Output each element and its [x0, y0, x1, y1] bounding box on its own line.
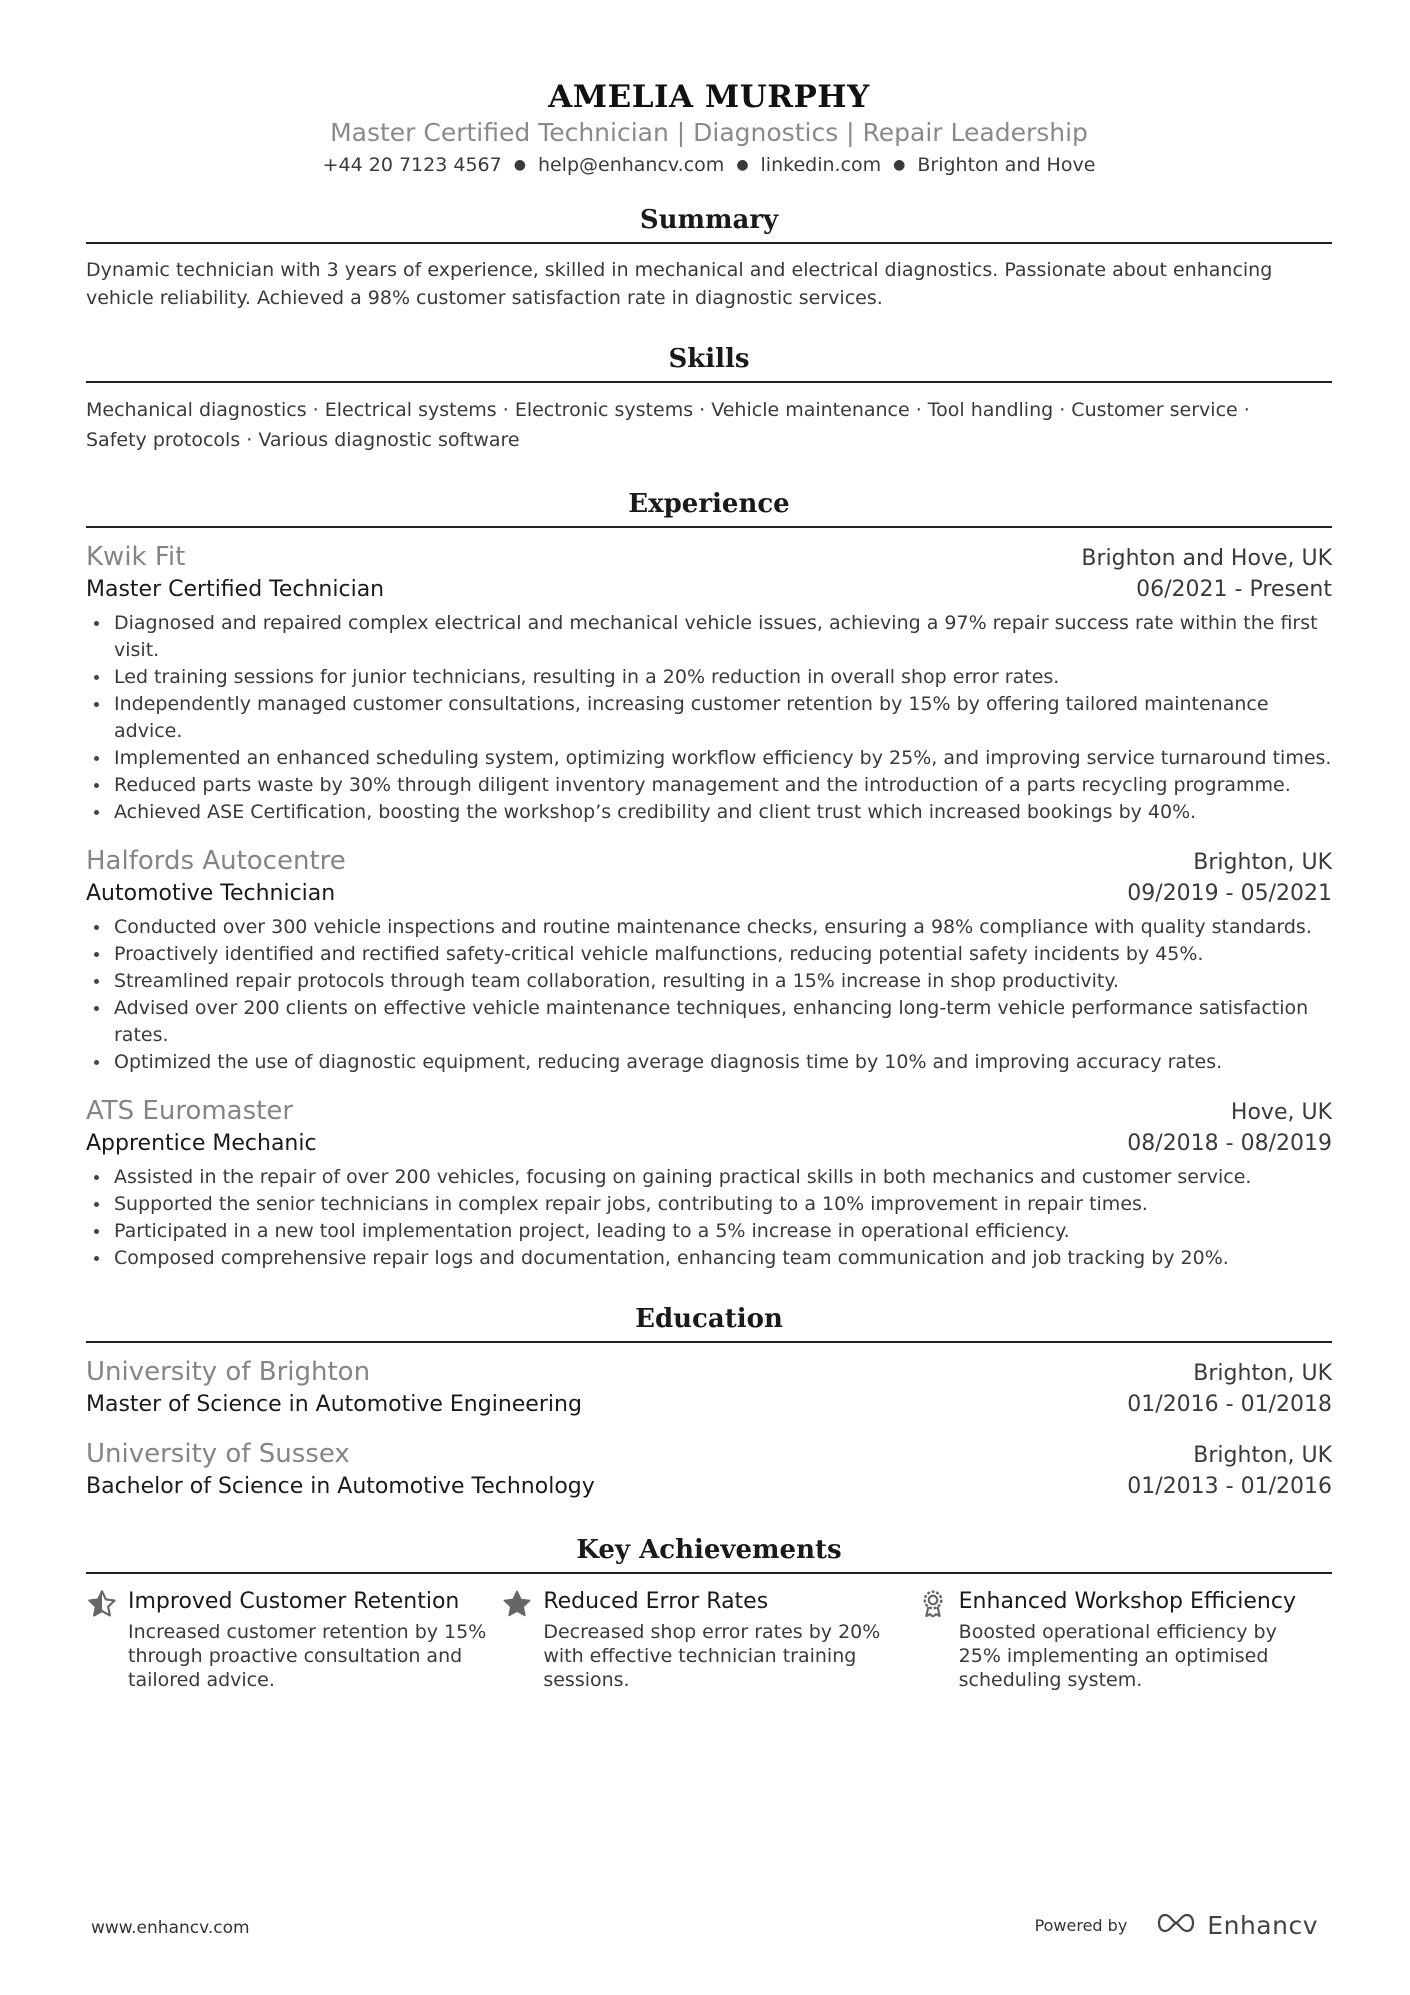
- skills-line: Mechanical diagnostics · Electrical systems · Electronic systems · Vehicle maintenance · Tool handling · Customer service ·: [86, 399, 1250, 421]
- bullet-item: Optimized the use of diagnostic equipment, reducing average diagnosis time by 10% and improving accuracy rates.: [86, 1049, 1332, 1076]
- achievement-description: [543, 1620, 880, 1692]
- education-dates: 01/2013 - 01/2016: [1127, 1474, 1332, 1499]
- linkedin-link[interactable]: linkedin.com: [760, 154, 882, 176]
- bullet-separator: ●: [893, 157, 906, 173]
- section-title-experience: Experience: [86, 487, 1332, 528]
- achievement-title: Improved Customer Retention: [128, 1589, 460, 1614]
- achievement-line: sessions.: [543, 1669, 630, 1691]
- achievement-item: [86, 1586, 501, 1692]
- bullet-item: Streamlined repair protocols through team collaboration, resulting in a 15% increase in shop productivity.: [86, 968, 1332, 995]
- achievement-line: Increased customer retention by 15%: [128, 1621, 487, 1643]
- website-link[interactable]: www.enhancv.com: [91, 1918, 250, 1938]
- company-name: Halfords Autocentre: [86, 846, 346, 876]
- experience-section: [86, 487, 1332, 1272]
- bullet-separator: ●: [513, 157, 526, 173]
- achievement-description: [128, 1620, 486, 1692]
- section-title-skills: Skills: [86, 342, 1332, 383]
- job-dates: 08/2018 - 08/2019: [1127, 1131, 1332, 1156]
- bullet-item: Independently managed customer consultations, increasing customer retention by 15% by offering tailored maintenance advice.: [86, 691, 1332, 745]
- education-entry: [86, 1355, 1332, 1421]
- job-location: Hove, UK: [1230, 1100, 1332, 1125]
- education-section: [86, 1302, 1332, 1503]
- bullet-item: Proactively identified and rectified safety-critical vehicle malfunctions, reducing potential safety incidents by 45%.: [86, 941, 1332, 968]
- bullet-separator: ●: [736, 157, 749, 173]
- bullet-item: Implemented an enhanced scheduling system, optimizing workflow efficiency by 25%, and improving service turnaround times.: [86, 745, 1332, 772]
- bullet-item: Assisted in the repair of over 200 vehicles, focusing on gaining practical skills in both mechanics and customer service.: [86, 1164, 1332, 1191]
- job-entry: [86, 1094, 1332, 1272]
- achievement-line: Decreased shop error rates by 20%: [543, 1621, 881, 1643]
- job-dates: 09/2019 - 05/2021: [1127, 881, 1332, 906]
- achievements-section: [86, 1533, 1332, 1692]
- bullet-item: Diagnosed and repaired complex electrical and mechanical vehicle issues, achieving a 97% repair success rate within the first visit.: [86, 610, 1332, 664]
- degree: Master of Science in Automotive Engineering: [86, 1392, 582, 1417]
- achievement-item: [917, 1586, 1332, 1692]
- job-dates: 06/2021 - Present: [1136, 577, 1332, 602]
- bullet-item: Advised over 200 clients on effective vehicle maintenance techniques, enhancing long-term vehicle performance satisfaction rates.: [86, 995, 1332, 1049]
- company-name: ATS Euromaster: [86, 1096, 294, 1126]
- job-location: Brighton and Hove, UK: [1081, 546, 1332, 571]
- achievement-title: Enhanced Workshop Efficiency: [958, 1589, 1296, 1614]
- job-bullets: [86, 610, 1332, 826]
- achievement-line: through proactive consultation and: [128, 1645, 463, 1667]
- candidate-tagline: Master Certified Technician | Diagnostics | Repair Leadership: [330, 118, 1088, 147]
- education-dates: 01/2016 - 01/2018: [1127, 1392, 1332, 1417]
- bullet-item: Composed comprehensive repair logs and documentation, enhancing team communication and job tracking by 20%.: [86, 1245, 1332, 1272]
- degree: Bachelor of Science in Automotive Technology: [86, 1474, 595, 1499]
- location: Brighton and Hove: [917, 154, 1096, 176]
- job-role: Master Certified Technician: [86, 577, 385, 602]
- resume-content: [86, 78, 1332, 1692]
- enhancv-logo-icon: [1153, 1910, 1199, 1940]
- summary-text: Dynamic technician with 3 years of experience, skilled in mechanical and electrical diagnostics. Passionate about enhancing vehicle reliability. Achieved a 98% customer satisfaction rate in diagnostic services.: [86, 259, 1273, 309]
- powered-by-label: Powered by: [1034, 1915, 1128, 1935]
- job-role: Apprentice Mechanic: [86, 1131, 317, 1156]
- bullet-item: Supported the senior technicians in complex repair jobs, contributing to a 10% improvement in repair times.: [86, 1191, 1332, 1218]
- job-bullets: [86, 1164, 1332, 1272]
- achievement-line: tailored advice.: [128, 1669, 275, 1691]
- job-role: Automotive Technician: [86, 881, 336, 906]
- bullet-item: Achieved ASE Certification, boosting the workshop’s credibility and client trust which increased bookings by 40%.: [86, 799, 1332, 826]
- school-name: University of Brighton: [86, 1357, 371, 1387]
- job-entry: [86, 844, 1332, 1076]
- skills-section: [86, 342, 1332, 455]
- job-entry: [86, 540, 1332, 826]
- contact-line: [86, 152, 1332, 178]
- email-link[interactable]: help@enhancv.com: [537, 154, 725, 176]
- section-title-summary: Summary: [86, 203, 1332, 244]
- candidate-name: AMELIA MURPHY: [548, 79, 870, 115]
- achievement-line: scheduling system.: [958, 1669, 1143, 1691]
- half-star-icon: [86, 1588, 118, 1620]
- footer: [0, 1910, 1410, 1950]
- enhancv-brand: Enhancv: [1207, 1910, 1318, 1940]
- achievement-line: Boosted operational efficiency by: [958, 1621, 1277, 1643]
- summary-section: [86, 203, 1332, 312]
- bullet-item: Participated in a new tool implementation project, leading to a 5% increase in operational efficiency.: [86, 1218, 1332, 1245]
- job-bullets: [86, 914, 1332, 1076]
- company-name: Kwik Fit: [86, 542, 186, 572]
- achievement-item: [501, 1586, 916, 1692]
- achievements-grid: [86, 1586, 1332, 1692]
- powered-by: [1035, 1910, 1318, 1940]
- award-ribbon-icon: [917, 1588, 949, 1620]
- skills-line: Safety protocols · Various diagnostic software: [86, 429, 520, 451]
- section-title-education: Education: [86, 1302, 1332, 1343]
- achievement-title: Reduced Error Rates: [543, 1589, 769, 1614]
- job-location: Brighton, UK: [1193, 850, 1332, 875]
- school-location: Brighton, UK: [1193, 1361, 1332, 1386]
- education-entry: [86, 1437, 1332, 1503]
- phone: +44 20 7123 4567: [322, 154, 502, 176]
- bullet-item: Led training sessions for junior technicians, resulting in a 20% reduction in overall shop error rates.: [86, 664, 1332, 691]
- bullet-item: Reduced parts waste by 30% through diligent inventory management and the introduction of a parts recycling programme.: [86, 772, 1332, 799]
- achievement-description: [959, 1620, 1296, 1692]
- section-title-achievements: Key Achievements: [86, 1533, 1332, 1574]
- star-icon: [501, 1588, 533, 1620]
- achievement-line: with effective technician training: [543, 1645, 857, 1667]
- achievement-line: 25% implementing an optimised: [958, 1645, 1269, 1667]
- school-name: University of Sussex: [86, 1439, 350, 1469]
- school-location: Brighton, UK: [1193, 1443, 1332, 1468]
- bullet-item: Conducted over 300 vehicle inspections and routine maintenance checks, ensuring a 98% compliance with quality standards.: [86, 914, 1332, 941]
